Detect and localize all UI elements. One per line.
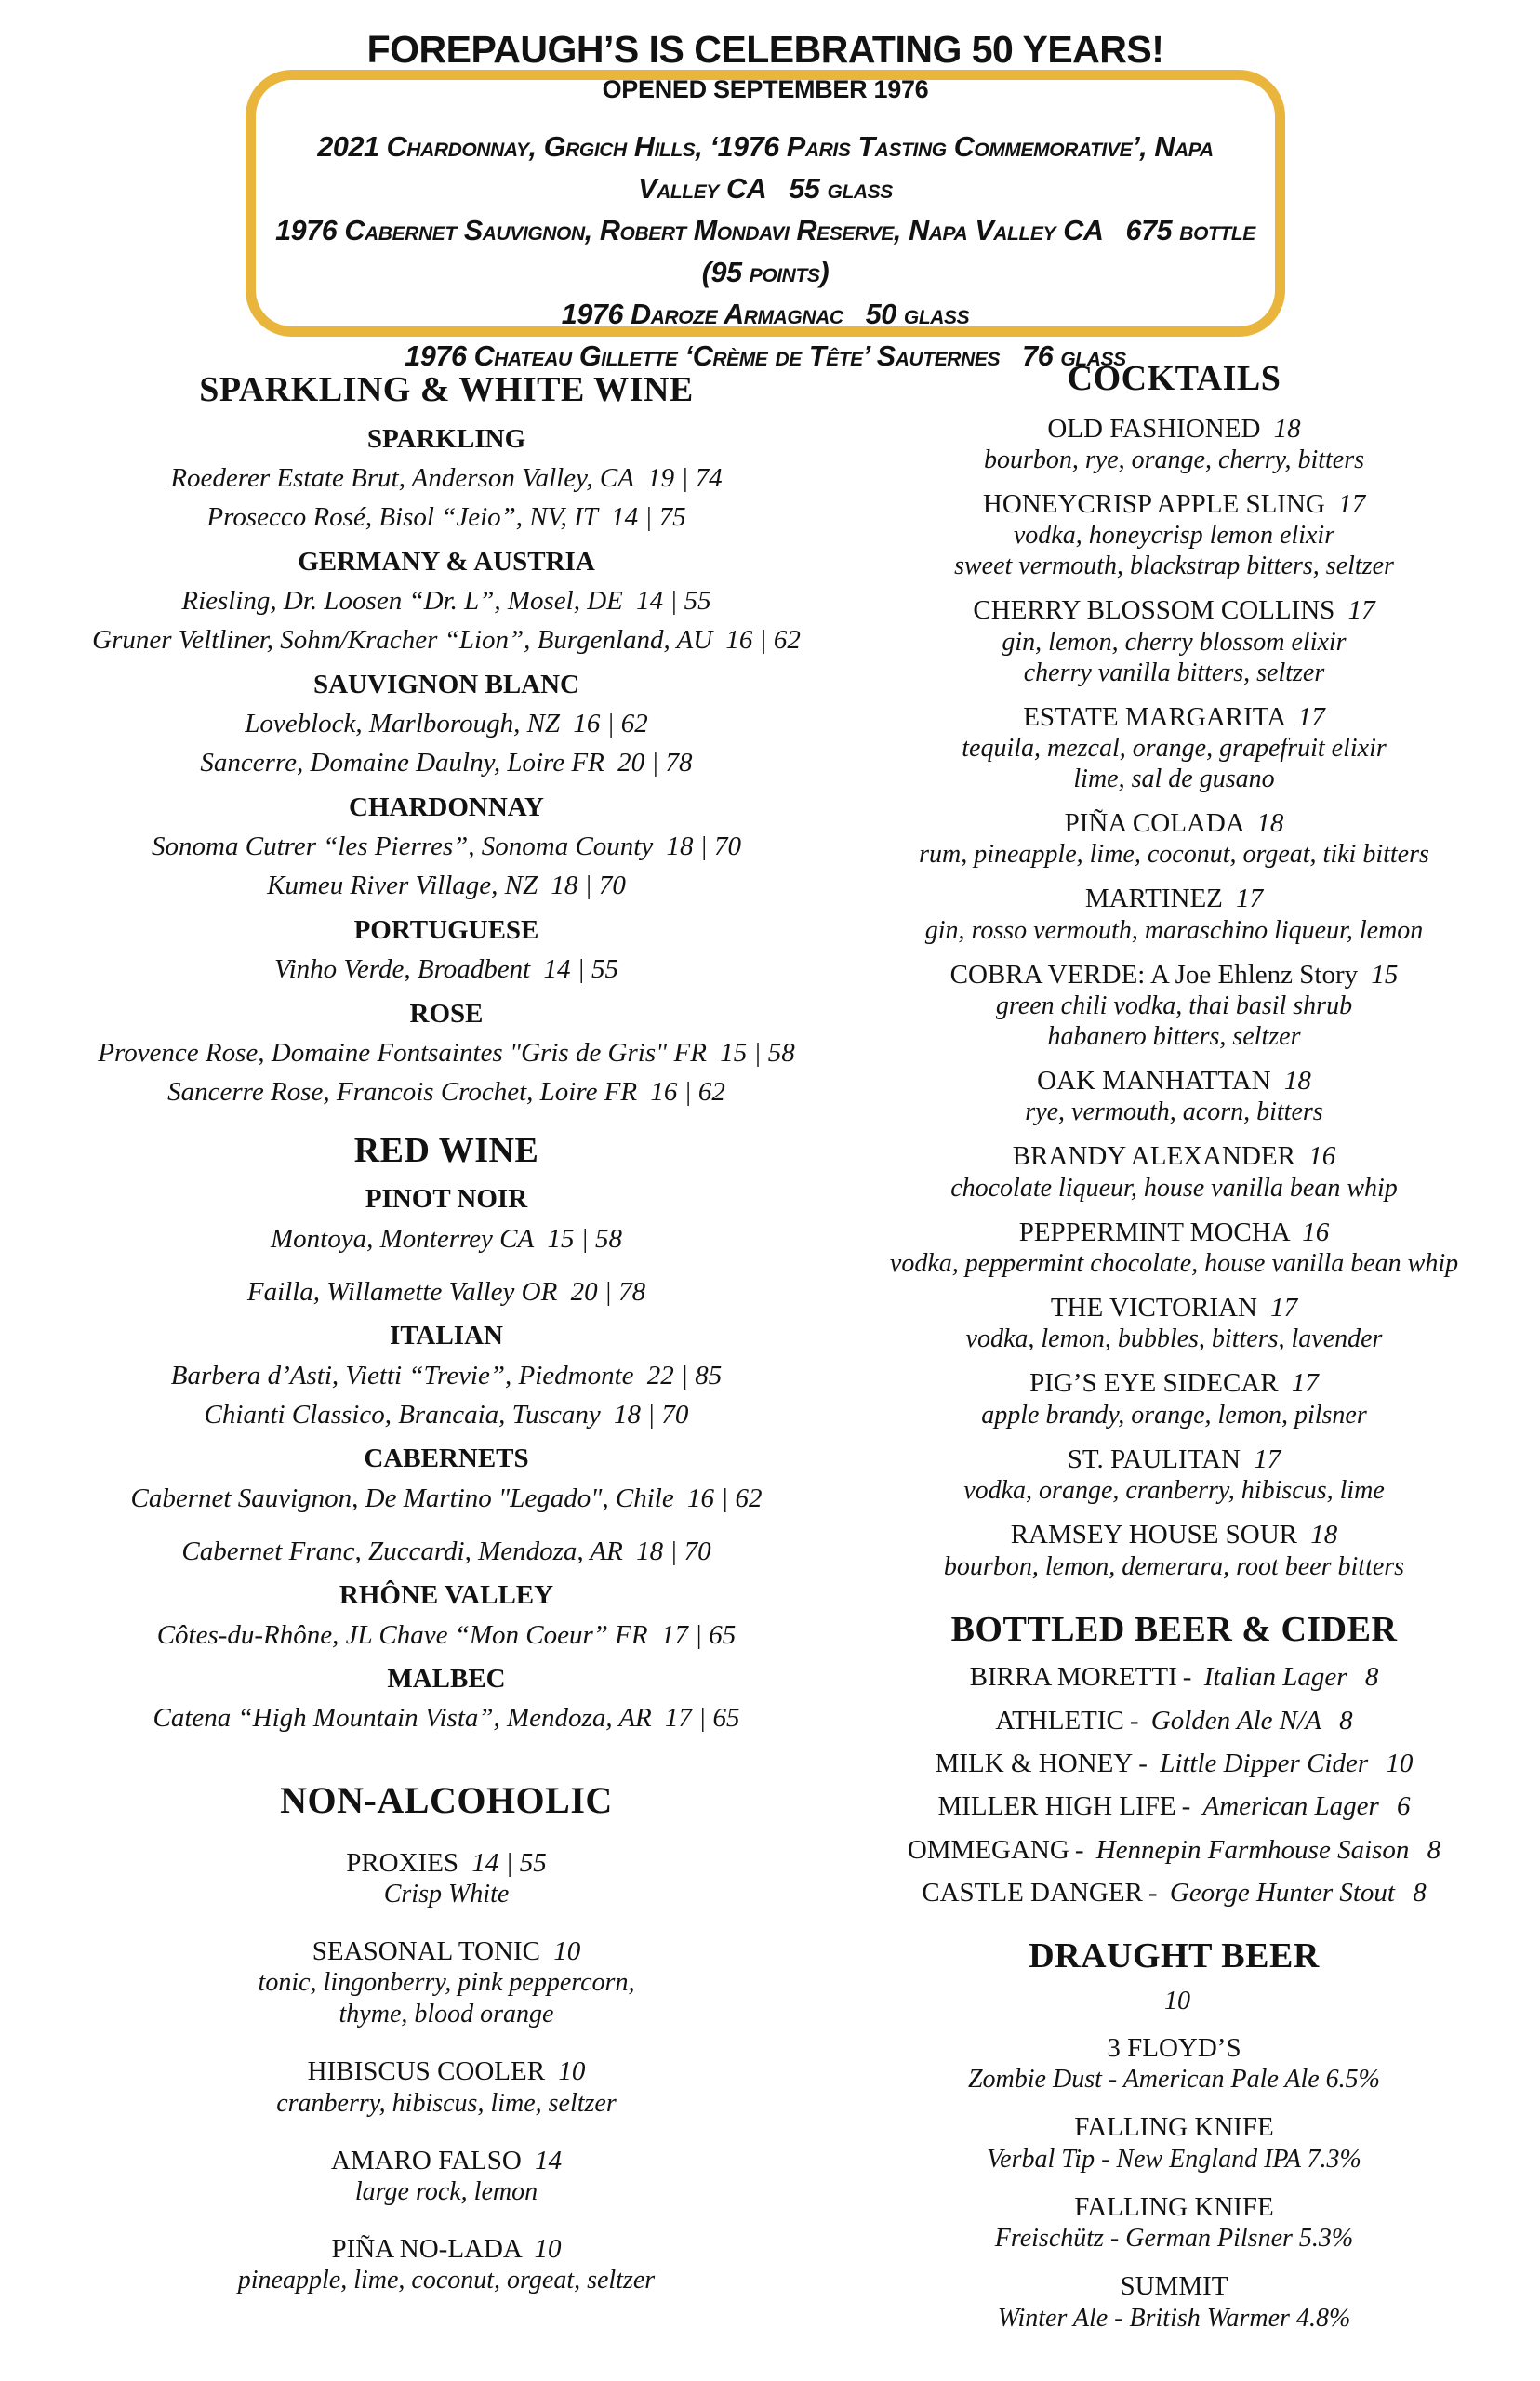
menu-row — [65, 1321, 828, 1351]
menu-row — [65, 424, 828, 455]
row-text: CABERNETS — [364, 1443, 529, 1474]
item-description: Sancerre, Domaine Daulny, Loire FR — [200, 748, 604, 778]
menu-row — [65, 1620, 828, 1651]
item-name: OMMEGANG — [907, 1834, 1069, 1865]
banner-wine-list — [274, 126, 1256, 378]
menu-row — [65, 954, 828, 985]
item-description: Côtes-du-Rhône, JL Chave “Mon Coeur” FR — [156, 1619, 648, 1650]
item-name: PROXIES — [346, 1847, 459, 1878]
item-price: 18 | 70 — [613, 1399, 689, 1430]
item-price: 675 bottle (95 points) — [701, 214, 1255, 288]
item-name: HONEYCRISP APPLE SLING — [982, 489, 1325, 520]
item-description: large rock, lemon — [354, 2177, 538, 2207]
item-price: 10 — [1386, 1748, 1414, 1778]
banner-wine-line — [274, 210, 1256, 294]
banner-subtitle: OPENED SEPTEMBER 1976 — [602, 74, 929, 103]
item-description: Cabernet Franc, Zuccardi, Mendoza, AR — [181, 1536, 623, 1566]
item-price: 17 | 65 — [660, 1619, 737, 1650]
menu-row — [870, 1021, 1479, 1052]
menu-row — [870, 1475, 1479, 1506]
item-separator: - — [1148, 1877, 1158, 1908]
item-description: Loveblock, Marlborough, NZ — [245, 709, 561, 739]
item-name: OLD FASHIONED — [1047, 413, 1261, 444]
cocktails-beer-column — [870, 359, 1479, 2334]
item-description: Little Dipper Cider — [1160, 1748, 1369, 1778]
item-price: 18 | 70 — [551, 871, 626, 901]
menu-row — [870, 702, 1479, 733]
item-description: Sancerre Rose, Francois Crochet, Loire FR — [167, 1077, 638, 1108]
item-description: gin, lemon, cherry blossom elixir — [1002, 627, 1347, 657]
item-name: PIÑA COLADA — [1064, 808, 1244, 839]
item-description: bourbon, lemon, demerara, root beer bitters — [943, 1551, 1405, 1581]
item-description: vodka, lemon, bubbles, bitters, lavender — [965, 1324, 1383, 1354]
item-description: vodka, orange, cranberry, hibiscus, lime — [963, 1476, 1385, 1506]
item-description: Gruner Veltliner, Sohm/Kracher “Lion”, Burgenland, AU — [92, 625, 713, 656]
menu-row — [870, 445, 1479, 475]
menu-row — [870, 595, 1479, 626]
menu-row — [65, 670, 828, 700]
anniversary-banner — [246, 28, 1285, 372]
menu-row — [65, 1277, 828, 1308]
item-price: 6 — [1397, 1791, 1411, 1822]
menu-row — [65, 1361, 828, 1391]
item-description: Golden Ale N/A — [1150, 1705, 1321, 1736]
item-name: PIG’S EYE SIDECAR — [1029, 1368, 1279, 1399]
menu-row — [870, 2223, 1479, 2255]
item-price: 17 | 65 — [665, 1703, 740, 1734]
item-name: MILK & HONEY — [935, 1748, 1134, 1778]
row-text: MALBEC — [387, 1664, 506, 1694]
item-price: 16 | 62 — [650, 1077, 725, 1108]
row-text: CHARDONNAY — [349, 791, 544, 822]
item-price: 14 | 55 — [636, 586, 711, 617]
item-name: AMARO FALSO — [330, 2145, 522, 2175]
item-price: 8 — [1364, 1662, 1379, 1693]
menu-row — [65, 2056, 828, 2087]
item-separator: - — [1181, 1791, 1191, 1822]
menu-row — [870, 1878, 1479, 1909]
item-price: 20 | 78 — [570, 1276, 646, 1307]
menu-row — [870, 1293, 1479, 1324]
menu-row — [65, 1443, 828, 1474]
item-name: OAK MANHATTAN — [1037, 1066, 1271, 1097]
row-text: SPARKLING — [366, 423, 526, 454]
item-price: 17 — [1348, 595, 1375, 626]
menu-row — [65, 1879, 828, 1910]
item-price: 10 — [534, 2234, 562, 2265]
item-description: Provence Rose, Domaine Fontsaintes "Gris de Gris" FR — [98, 1037, 707, 1068]
item-description: vodka, honeycrisp lemon elixir — [1013, 521, 1335, 551]
menu-row — [65, 2265, 828, 2296]
row-text: GERMANY & AUSTRIA — [298, 546, 595, 577]
item-name: SEASONAL TONIC — [312, 1936, 540, 1967]
menu-row — [870, 1097, 1479, 1127]
menu-row — [870, 884, 1479, 914]
menu-row — [870, 1217, 1479, 1248]
item-description: rum, pineapple, lime, coconut, orgeat, tiki bitters — [919, 840, 1429, 870]
menu-row — [870, 1749, 1479, 1779]
item-name: BRANDY ALEXANDER — [1012, 1141, 1295, 1172]
menu-row — [870, 2112, 1479, 2143]
item-description: Verbal Tip - New England IPA 7.3% — [987, 2144, 1361, 2174]
item-price: 8 — [1413, 1877, 1427, 1908]
item-name: FALLING KNIFE — [1074, 2112, 1274, 2143]
menu-row — [870, 808, 1479, 839]
wine-column — [65, 370, 828, 2296]
menu-row — [65, 370, 828, 411]
menu-row — [65, 625, 828, 656]
menu-row — [65, 2146, 828, 2176]
item-price: 8 — [1339, 1705, 1353, 1736]
item-description: pineapple, lime, coconut, orgeat, seltzer — [237, 2266, 656, 2295]
item-separator: - — [1182, 1662, 1192, 1693]
item-description: tonic, lingonberry, pink peppercorn, — [258, 1968, 635, 1998]
item-description: Catena “High Mountain Vista”, Mendoza, AR — [153, 1703, 652, 1734]
menu-row — [65, 1967, 828, 1999]
menu-row — [870, 1987, 1479, 2016]
item-description: habanero bitters, seltzer — [1047, 1022, 1301, 1052]
item-price: 17 — [1338, 489, 1366, 520]
menu-row — [870, 1936, 1479, 1977]
item-description: Crisp White — [383, 1880, 510, 1909]
item-price: 18 — [1256, 808, 1284, 839]
item-description: tequila, mezcal, orange, grapefruit elixir — [962, 734, 1387, 764]
item-description: gin, rosso vermouth, maraschino liqueur, lemon — [924, 915, 1424, 945]
menu-row — [65, 2088, 828, 2120]
menu-row — [870, 1706, 1479, 1736]
menu-row — [870, 1368, 1479, 1399]
menu-row — [65, 547, 828, 578]
row-text: BOTTLED BEER & CIDER — [950, 1609, 1398, 1649]
menu-row — [65, 748, 828, 778]
item-description: Failla, Willamette Valley OR — [246, 1276, 558, 1307]
item-price: 18 — [1283, 1066, 1311, 1097]
item-separator: - — [1129, 1705, 1139, 1736]
menu-row — [65, 502, 828, 533]
row-text: RHÔNE VALLEY — [339, 1580, 554, 1611]
row-text: PORTUGUESE — [353, 914, 539, 945]
menu-row — [870, 733, 1479, 764]
menu-row — [65, 1779, 828, 1822]
menu-row — [65, 586, 828, 617]
menu-row — [870, 1248, 1479, 1279]
item-name: PIÑA NO-LADA — [331, 2234, 522, 2265]
item-name: MILLER HIGH LIFE — [937, 1791, 1176, 1822]
row-text: PINOT NOIR — [365, 1184, 528, 1215]
menu-row — [65, 999, 828, 1030]
menu-row — [870, 764, 1479, 794]
banner-wine-line — [274, 126, 1256, 210]
item-name: CHERRY BLOSSOM COLLINS — [973, 595, 1335, 626]
menu-row — [870, 2271, 1479, 2302]
menu-row — [870, 1835, 1479, 1866]
item-price: 16 | 62 — [686, 1483, 763, 1513]
item-name: THE VICTORIAN — [1050, 1293, 1257, 1324]
item-price: 50 glass — [865, 298, 970, 330]
menu-row — [870, 1324, 1479, 1354]
item-name: CASTLE DANGER — [922, 1877, 1143, 1908]
item-description: 1976 Chateau Gillette ‘Crème de Tête’ Sauternes — [405, 339, 1001, 372]
menu-row — [870, 1400, 1479, 1430]
item-description: 2021 Chardonnay, Grgich Hills, ‘1976 Paris Tasting Commemorative’, Napa Valley CA — [317, 130, 1214, 205]
banner-title: FOREPAUGH’S IS CELEBRATING 50 YEARS! — [366, 28, 1164, 72]
menu-row — [65, 1184, 828, 1215]
item-name: HIBISCUS COOLER — [307, 2056, 546, 2087]
menu-row — [870, 1173, 1479, 1204]
menu-row — [65, 2234, 828, 2265]
item-price: 14 | 55 — [543, 954, 618, 985]
menu-row — [65, 463, 828, 494]
item-description: bourbon, rye, orange, cherry, bitters — [983, 446, 1365, 475]
item-price: 10 — [1164, 1986, 1190, 2015]
item-description: Kumeu River Village, NZ — [267, 871, 538, 901]
menu-row — [870, 1551, 1479, 1582]
menu-row — [65, 1703, 828, 1734]
item-price: 19 | 74 — [647, 463, 723, 494]
item-description: Montoya, Monterrey CA — [271, 1223, 535, 1254]
item-description: cherry vanilla bitters, seltzer — [1023, 658, 1325, 687]
menu-row — [870, 520, 1479, 551]
menu-row — [65, 1131, 828, 1172]
item-price: 14 | 75 — [611, 502, 686, 533]
item-price: 16 | 62 — [573, 709, 648, 739]
item-description: Roederer Estate Brut, Anderson Valley, CA — [170, 463, 634, 494]
menu-row — [870, 1444, 1479, 1475]
item-name: SUMMIT — [1120, 2271, 1228, 2302]
menu-row — [870, 551, 1479, 581]
item-name: ESTATE MARGARITA — [1023, 701, 1285, 732]
item-description: Winter Ale - British Warmer 4.8% — [997, 2303, 1351, 2333]
item-description: Vinho Verde, Broadbent — [274, 954, 531, 985]
item-description: 1976 Daroze Armagnac — [561, 298, 843, 330]
item-price: 76 glass — [1022, 339, 1126, 372]
item-name: ST. PAULITAN — [1067, 1443, 1241, 1474]
item-price: 15 | 58 — [720, 1037, 795, 1068]
menu-row — [870, 915, 1479, 946]
item-price: 8 — [1427, 1834, 1441, 1865]
item-price: 20 | 78 — [617, 748, 693, 778]
item-price: 16 — [1302, 1217, 1330, 1247]
menu-row — [870, 627, 1479, 658]
menu-row — [870, 2303, 1479, 2334]
menu-row — [65, 915, 828, 946]
menu-row — [65, 2176, 828, 2208]
menu-row — [870, 1141, 1479, 1172]
item-price: 15 — [1371, 959, 1399, 990]
item-price: 55 glass — [789, 172, 893, 205]
menu-row — [870, 960, 1479, 991]
item-description: Italian Lager — [1203, 1662, 1348, 1693]
item-price: 14 — [535, 2145, 563, 2175]
item-separator: - — [1074, 1834, 1084, 1865]
item-description: American Lager — [1202, 1791, 1379, 1822]
item-description: Barbera d’Asti, Vietti “Trevie”, Piedmonte — [170, 1360, 634, 1390]
item-name: 3 FLOYD’S — [1107, 2033, 1241, 2064]
item-price: 18 — [1310, 1520, 1338, 1550]
menu-row — [65, 1936, 828, 1967]
item-description: cranberry, hibiscus, lime, seltzer — [276, 2088, 617, 2118]
row-text: COCKTAILS — [1067, 359, 1281, 398]
item-price: 18 — [1273, 413, 1301, 444]
item-price: 16 | 62 — [725, 625, 801, 656]
menu-row — [870, 414, 1479, 445]
item-name: FALLING KNIFE — [1074, 2191, 1274, 2222]
menu-row — [65, 1400, 828, 1430]
item-name: RAMSEY HOUSE SOUR — [1010, 1520, 1298, 1550]
row-text: ROSE — [409, 998, 484, 1029]
menu-row — [65, 792, 828, 823]
item-description: apple brandy, orange, lemon, pilsner — [981, 1400, 1367, 1430]
item-name: COBRA VERDE: A Joe Ehlenz Story — [949, 959, 1359, 990]
menu-row — [870, 2064, 1479, 2095]
menu-row — [870, 1662, 1479, 1693]
item-price: 10 — [553, 1936, 581, 1967]
item-description: chocolate liqueur, house vanilla bean whip — [950, 1173, 1398, 1203]
item-description: sweet vermouth, blackstrap bitters, seltzer — [954, 552, 1394, 581]
item-price: 17 — [1291, 1368, 1319, 1399]
item-price: 14 | 55 — [471, 1847, 547, 1878]
item-description: Chianti Classico, Brancaia, Tuscany — [204, 1399, 601, 1430]
item-name: MARTINEZ — [1084, 884, 1223, 914]
menu-row — [65, 1848, 828, 1879]
menu-row — [65, 1483, 828, 1514]
row-text: DRAUGHT BEER — [1029, 1936, 1320, 1976]
menu-row — [870, 1520, 1479, 1550]
item-price: 15 | 58 — [547, 1223, 622, 1254]
item-description: Cabernet Sauvignon, De Martino "Legado", Chile — [130, 1483, 674, 1513]
item-price: 17 — [1297, 701, 1325, 732]
menu-row — [870, 489, 1479, 520]
item-price: 17 — [1270, 1293, 1298, 1324]
menu-row — [870, 359, 1479, 400]
item-price: 18 | 70 — [636, 1536, 711, 1566]
menu-row — [65, 1224, 828, 1255]
item-description: green chili vodka, thai basil shrub — [995, 991, 1353, 1021]
item-description: Prosecco Rosé, Bisol “Jeio”, NV, IT — [206, 502, 598, 533]
row-text: SAUVIGNON BLANC — [312, 669, 579, 699]
item-description: rye, vermouth, acorn, bitters — [1025, 1097, 1323, 1127]
item-price: 17 — [1236, 884, 1264, 914]
row-text: NON-ALCOHOLIC — [280, 1778, 613, 1821]
menu-row — [870, 1066, 1479, 1097]
menu-row — [870, 2144, 1479, 2175]
item-price: 18 | 70 — [666, 831, 741, 862]
menu-row — [65, 1999, 828, 2030]
item-separator: - — [1138, 1748, 1148, 1778]
item-description: vodka, peppermint chocolate, house vanilla bean whip — [889, 1249, 1459, 1279]
item-price: 10 — [558, 2056, 586, 2087]
menu-row — [870, 2033, 1479, 2064]
menu-row — [65, 1664, 828, 1695]
item-price: 17 — [1254, 1443, 1281, 1474]
item-name: PEPPERMINT MOCHA — [1018, 1217, 1290, 1247]
item-description: Zombie Dust - American Pale Ale 6.5% — [967, 2065, 1380, 2095]
menu-row — [870, 991, 1479, 1021]
menu-row — [65, 831, 828, 862]
menu-row — [65, 1077, 828, 1108]
item-description: Hennepin Farmhouse Saison — [1095, 1834, 1410, 1865]
banner-wine-line — [274, 294, 1256, 336]
menu-row — [65, 1038, 828, 1069]
item-description: 1976 Cabernet Sauvignon, Robert Mondavi Reserve, Napa Valley CA — [275, 214, 1104, 246]
menu-row — [870, 1610, 1479, 1651]
menu-row — [870, 1791, 1479, 1822]
item-description: George Hunter Stout — [1169, 1877, 1395, 1908]
row-text: SPARKLING & WHITE WINE — [199, 370, 694, 409]
menu-row — [65, 709, 828, 739]
menu-row — [65, 871, 828, 901]
item-description: Freischütz - German Pilsner 5.3% — [994, 2224, 1354, 2254]
menu-row — [870, 658, 1479, 688]
menu-row — [870, 839, 1479, 870]
row-text: RED WINE — [353, 1130, 539, 1170]
menu-row — [65, 1536, 828, 1567]
item-description: lime, sal de gusano — [1073, 765, 1275, 794]
item-description: thyme, blood orange — [339, 2000, 554, 2029]
item-name: ATHLETIC — [995, 1705, 1124, 1736]
item-price: 16 — [1308, 1141, 1336, 1172]
menu-row — [870, 2192, 1479, 2223]
item-description: Sonoma Cutrer “les Pierres”, Sonoma County — [152, 831, 654, 862]
item-description: Riesling, Dr. Loosen “Dr. L”, Mosel, DE — [181, 586, 623, 617]
item-name: BIRRA MORETTI — [969, 1662, 1177, 1693]
row-text: ITALIAN — [390, 1321, 503, 1351]
menu-row — [65, 1580, 828, 1611]
item-price: 22 | 85 — [646, 1360, 723, 1390]
